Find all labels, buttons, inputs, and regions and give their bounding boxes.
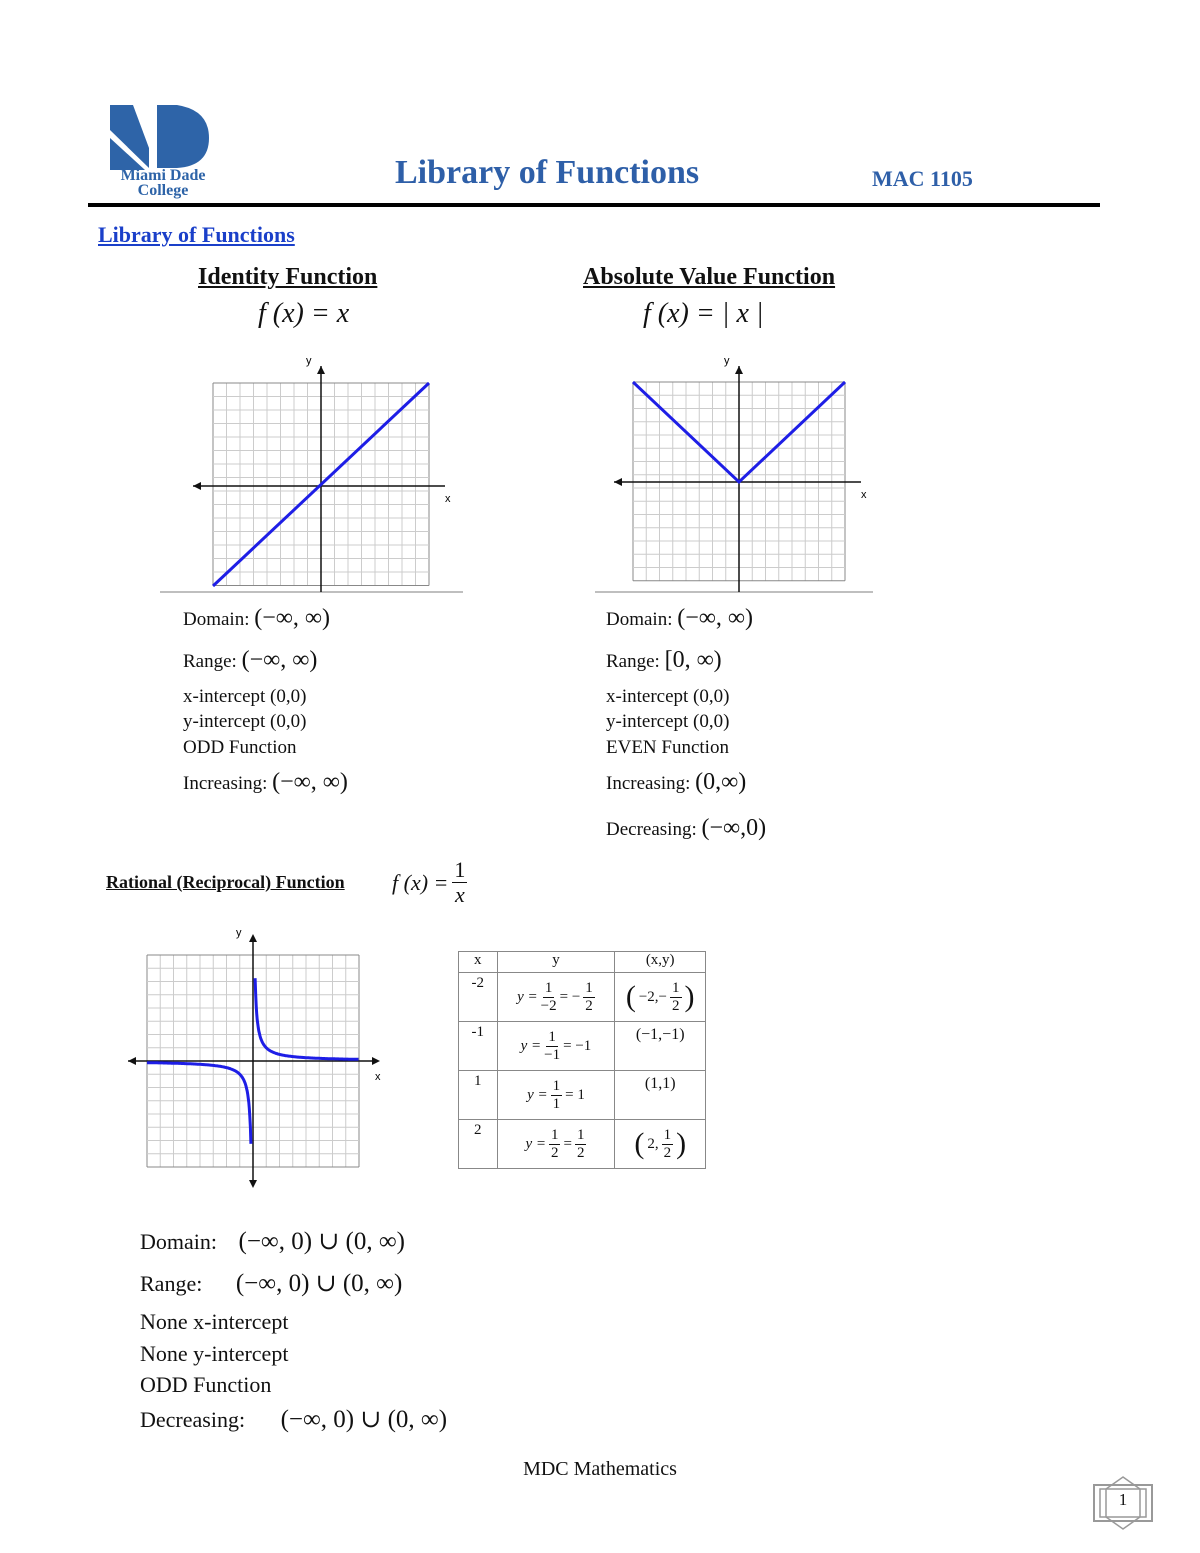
table-cell-x: 1 xyxy=(459,1071,498,1120)
point-num: 1 xyxy=(672,980,680,996)
y-den: −2 xyxy=(540,997,557,1014)
table-cell-point xyxy=(615,1022,706,1071)
point-den: 2 xyxy=(663,1144,672,1161)
identity-range xyxy=(183,648,317,672)
domain-value: (−∞, ∞) xyxy=(677,605,753,631)
y-axis-arrow-up-icon xyxy=(317,366,325,374)
table-cell-x: -1 xyxy=(459,1022,498,1071)
point-pre: −2,− xyxy=(638,988,668,1005)
range-label: Range: xyxy=(140,1271,203,1296)
x-axis-arrow-left-icon xyxy=(193,482,201,490)
section-link[interactable]: Library of Functions xyxy=(98,222,295,247)
point-pre: 2, xyxy=(647,1135,659,1152)
rational-symmetry: ODD Function xyxy=(140,1372,272,1397)
table-cell-y xyxy=(497,1022,615,1071)
course-code: MAC 1105 xyxy=(872,166,973,191)
table-row xyxy=(459,1071,706,1120)
range-value: (−∞, 0) ∪ (0, ∞) xyxy=(235,1270,403,1297)
increasing-value: (−∞, ∞) xyxy=(272,769,348,795)
point-den: 2 xyxy=(672,997,680,1014)
range-label: Range: xyxy=(183,651,237,672)
table-cell-point: ( −2,− $\frac{1}{2}$ ) xyxy=(615,973,706,1022)
table-header-row xyxy=(459,952,706,973)
table-row xyxy=(459,973,706,1022)
y-num2: 1 xyxy=(576,1127,585,1143)
y-lhs: y = xyxy=(525,1135,546,1152)
logo-text xyxy=(108,168,218,198)
absolute-formula: f (x) = | x | xyxy=(643,298,764,329)
absolute-increasing xyxy=(606,770,746,794)
y-rhs: = 1 xyxy=(565,1086,585,1103)
identity-y-intercept: y-intercept (0,0) xyxy=(183,711,307,732)
rational-title: Rational (Reciprocal) Function xyxy=(106,872,345,892)
table-cell-x: 2 xyxy=(459,1120,498,1169)
y-num: 1 xyxy=(552,1078,561,1094)
y-lhs: y = xyxy=(527,1086,548,1103)
footer-text: MDC Mathematics xyxy=(523,1458,677,1480)
formula-denominator: x xyxy=(454,882,465,908)
identity-graph xyxy=(160,352,465,595)
range-value: [0, ∞) xyxy=(664,647,722,673)
identity-title: Identity Function xyxy=(198,264,378,290)
identity-formula: f (x) = x xyxy=(258,298,350,329)
y-num: 1 xyxy=(544,980,553,996)
x-axis-arrow-left-icon xyxy=(128,1057,136,1065)
x-axis-arrow-left-icon xyxy=(614,478,622,486)
rational-y-intercept: None y-intercept xyxy=(140,1341,289,1366)
y-den2: 2 xyxy=(576,1144,585,1161)
absolute-domain xyxy=(606,606,753,630)
domain-label: Domain: xyxy=(606,609,673,630)
rational-x-intercept: None x-intercept xyxy=(140,1309,289,1334)
y-fraction-2 xyxy=(575,1127,587,1161)
point-num: 1 xyxy=(663,1127,672,1143)
y-den2: 2 xyxy=(585,997,593,1014)
absolute-decreasing xyxy=(606,816,766,840)
table-row xyxy=(459,1120,706,1169)
y-fraction xyxy=(544,1029,560,1063)
rational-graph xyxy=(122,922,392,1192)
table-cell-point: ( 2, $\frac{1}{2}$ ) xyxy=(615,1120,706,1169)
rational-formula xyxy=(392,858,467,907)
y-axis-arrow-down-icon xyxy=(249,1180,257,1188)
y-mid: = − xyxy=(559,988,581,1005)
x-axis-label: x xyxy=(375,1071,381,1083)
increasing-label: Increasing: xyxy=(606,773,691,794)
y-num: 1 xyxy=(548,1029,556,1045)
identity-domain xyxy=(183,606,330,630)
values-table xyxy=(458,951,706,1168)
absolute-y-intercept: y-intercept (0,0) xyxy=(606,711,730,732)
y-axis-label: y xyxy=(724,355,730,367)
table-header-y: y xyxy=(497,952,615,973)
y-axis-arrow-up-icon xyxy=(249,934,257,942)
logo-line2: College xyxy=(137,182,189,199)
range-label: Range: xyxy=(606,651,660,672)
page-title: Library of Functions xyxy=(395,154,700,191)
point-fraction xyxy=(670,980,682,1014)
table-cell-y xyxy=(497,1071,615,1120)
increasing-label: Increasing: xyxy=(183,773,268,794)
domain-label: Domain: xyxy=(183,609,250,630)
y-fraction xyxy=(549,1127,561,1161)
absolute-x-intercept: x-intercept (0,0) xyxy=(606,686,730,707)
y-num2: 1 xyxy=(585,980,593,996)
table-cell-y xyxy=(497,973,615,1022)
decreasing-value: (−∞,0) xyxy=(701,815,767,841)
absolute-title: Absolute Value Function xyxy=(583,264,836,290)
page-number: 1 xyxy=(1118,1490,1128,1509)
range-value: (−∞, ∞) xyxy=(241,647,318,673)
point-value: (−1,−1) xyxy=(635,1026,685,1043)
domain-value: (−∞, 0) ∪ (0, ∞) xyxy=(238,1228,405,1255)
y-rhs: = −1 xyxy=(563,1037,592,1054)
decreasing-label: Decreasing: xyxy=(606,819,697,840)
rational-curve-left xyxy=(147,1063,251,1144)
y-axis-label: y xyxy=(236,927,242,939)
point-fraction xyxy=(662,1127,674,1161)
y-lhs: y = xyxy=(517,988,538,1005)
point-value: (1,1) xyxy=(644,1075,676,1092)
identity-x-intercept: x-intercept (0,0) xyxy=(183,686,307,707)
table-row xyxy=(459,1022,706,1071)
decreasing-label: Decreasing: xyxy=(140,1407,246,1432)
table-cell-x: -2 xyxy=(459,973,498,1022)
x-axis-arrow-right-icon xyxy=(372,1057,380,1065)
y-num: 1 xyxy=(550,1127,559,1143)
logo-line1: Miami Dade xyxy=(120,167,206,184)
y-axis-label: y xyxy=(306,355,312,367)
increasing-value: (0,∞) xyxy=(695,769,747,795)
y-fraction-2 xyxy=(583,980,595,1014)
y-mid: = xyxy=(563,1135,572,1152)
rational-domain xyxy=(140,1226,405,1256)
rational-curve-right xyxy=(255,978,358,1059)
identity-symmetry: ODD Function xyxy=(183,737,297,758)
domain-value: (−∞, ∞) xyxy=(254,605,330,631)
absolute-graph xyxy=(595,352,885,595)
y-axis-arrow-up-icon xyxy=(735,366,743,374)
table-header-point: (x,y) xyxy=(615,952,706,973)
table-cell-y xyxy=(497,1120,615,1169)
formula-fraction xyxy=(452,858,467,907)
formula-lhs: f (x) = xyxy=(392,869,449,895)
absolute-range xyxy=(606,648,722,672)
rational-range xyxy=(140,1268,402,1298)
absolute-symmetry: EVEN Function xyxy=(606,737,729,758)
y-den: 1 xyxy=(552,1095,561,1112)
y-den: −1 xyxy=(544,1046,561,1063)
domain-label: Domain: xyxy=(140,1229,217,1254)
y-fraction xyxy=(551,1078,563,1112)
identity-increasing xyxy=(183,770,348,794)
x-axis-label: x xyxy=(861,489,867,501)
table-header-x: x xyxy=(459,952,498,973)
rational-decreasing xyxy=(140,1404,447,1434)
y-fraction xyxy=(541,980,557,1014)
y-den: 2 xyxy=(550,1144,559,1161)
table-cell-point xyxy=(615,1071,706,1120)
formula-numerator: 1 xyxy=(454,857,466,882)
x-axis-label: x xyxy=(445,493,451,505)
y-lhs: y = xyxy=(520,1037,542,1054)
header-divider xyxy=(88,203,1100,207)
decreasing-value: (−∞, 0) ∪ (0, ∞) xyxy=(280,1406,448,1433)
